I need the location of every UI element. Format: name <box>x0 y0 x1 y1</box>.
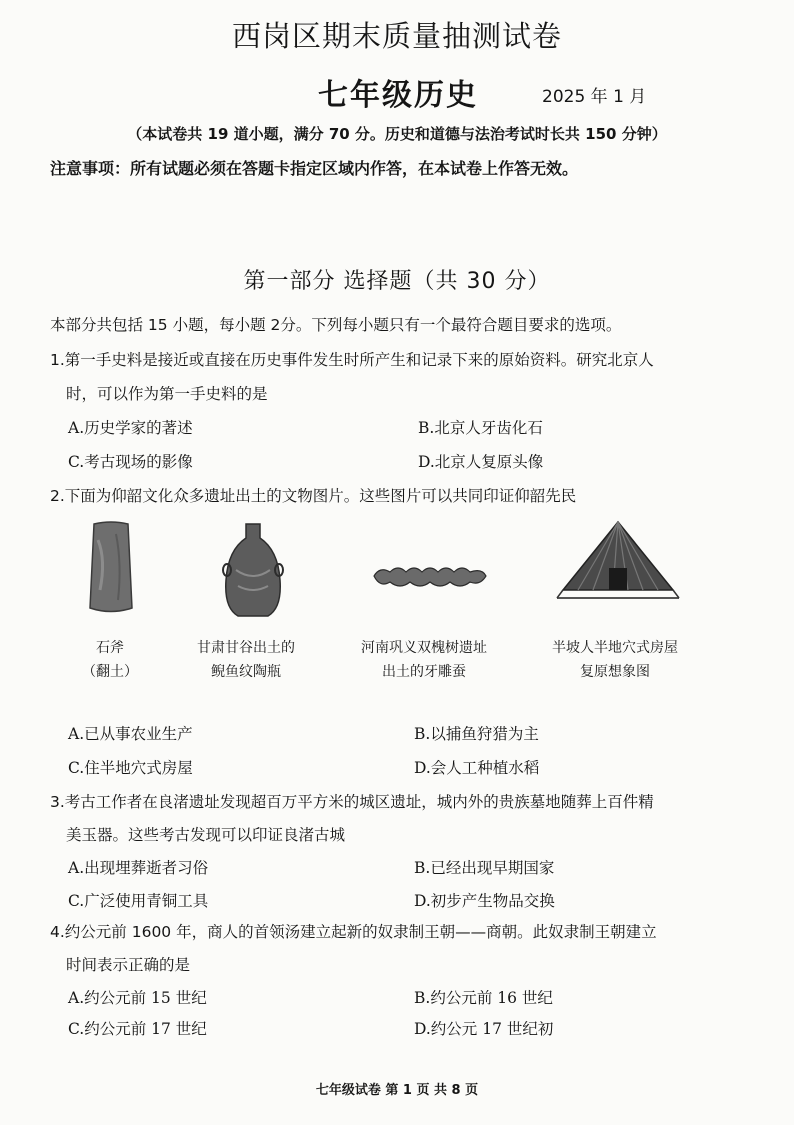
part-intro: 本部分共包括 15 小题，每小题 2分。下列每小题只有一个最符合题目要求的选项。 <box>50 316 622 334</box>
image-4-caption <box>530 636 700 684</box>
question-3-option-c: C.广泛使用青铜工具 <box>68 892 209 910</box>
question-1-stem-line-2: 时，可以作为第一手史料的是 <box>66 385 268 403</box>
question-3-option-b: B.已经出现早期国家 <box>414 859 555 877</box>
question-4-stem-line-1: 4.约公元前 1600 年，商人的首领汤建立起新的奴隶制王朝——商朝。此奴隶制王朝建立 <box>50 923 657 941</box>
image-2-caption-line-1: 甘肃甘谷出土的 <box>197 640 295 656</box>
image-1-caption-line-2: （翻土） <box>82 664 138 680</box>
question-4-option-c: C.约公元前 17 世纪 <box>68 1020 207 1038</box>
question-1-stem-line-1: 1.第一手史料是接近或直接在历史事件发生时所产生和记录下来的原始资料。研究北京人 <box>50 351 654 369</box>
image-4-caption-line-1: 半坡人半地穴式房屋 <box>552 640 678 656</box>
question-4-option-d: D.约公元 17 世纪初 <box>414 1020 554 1038</box>
pottery-bottle-icon <box>218 520 288 620</box>
exam-title: 西岗区期末质量抽测试卷 <box>231 19 562 53</box>
question-1-option-d: D.北京人复原头像 <box>418 453 544 471</box>
exam-notice: 注意事项：所有试题必须在答题卡指定区域内作答，在本试卷上作答无效。 <box>50 159 579 178</box>
question-2-stem: 2.下面为仰韶文化众多遗址出土的文物图片。这些图片可以共同印证仰韶先民 <box>50 487 577 505</box>
image-2-caption <box>176 636 316 684</box>
question-4-option-a: A.约公元前 15 世纪 <box>68 989 207 1007</box>
question-4-option-b: B.约公元前 16 世纪 <box>414 989 553 1007</box>
image-2-caption-line-2: 鲵鱼纹陶瓶 <box>211 664 281 680</box>
ivory-silkworm-icon <box>370 562 490 592</box>
image-3-caption-line-2: 出土的牙雕蚕 <box>382 664 466 680</box>
image-3-caption-line-1: 河南巩义双槐树遗址 <box>361 640 487 656</box>
question-3-option-d: D.初步产生物品交换 <box>414 892 555 910</box>
question-2-option-c: C.住半地穴式房屋 <box>68 759 193 777</box>
image-3-caption <box>334 636 514 684</box>
subject-title: 七年级历史 <box>318 78 478 113</box>
image-1-caption <box>70 636 150 684</box>
part-title: 第一部分 选择题（共 30 分） <box>243 269 551 294</box>
semi-underground-house-icon <box>553 520 683 610</box>
exam-date: 2025 年 1 月 <box>542 87 647 107</box>
question-1-option-b: B.北京人牙齿化石 <box>418 419 543 437</box>
question-1-option-a: A.历史学家的著述 <box>68 419 193 437</box>
page-footer: 七年级试卷 第 1 页 共 8 页 <box>315 1083 479 1098</box>
question-4-stem-line-2: 时间表示正确的是 <box>66 956 191 974</box>
question-3-stem-line-2: 美玉器。这些考古发现可以印证良渚古城 <box>66 826 346 844</box>
stone-axe-icon <box>86 520 136 616</box>
exam-info: （本试卷共 19 道小题，满分 70 分。历史和道德与法治考试时长共 150 分钟） <box>127 125 667 143</box>
question-2-option-a: A.已从事农业生产 <box>68 725 193 743</box>
question-1-option-c: C.考古现场的影像 <box>68 453 193 471</box>
question-2-option-d: D.会人工种植水稻 <box>414 759 540 777</box>
question-3-option-a: A.出现埋葬逝者习俗 <box>68 859 209 877</box>
image-4-caption-line-2: 复原想象图 <box>580 664 650 680</box>
question-2-option-b: B.以捕鱼狩猎为主 <box>414 725 539 743</box>
question-3-stem-line-1: 3.考古工作者在良渚遗址发现超百万平方米的城区遗址，城内外的贵族墓地随葬上百件精 <box>50 793 654 811</box>
image-1-caption-line-1: 石斧 <box>96 640 124 656</box>
